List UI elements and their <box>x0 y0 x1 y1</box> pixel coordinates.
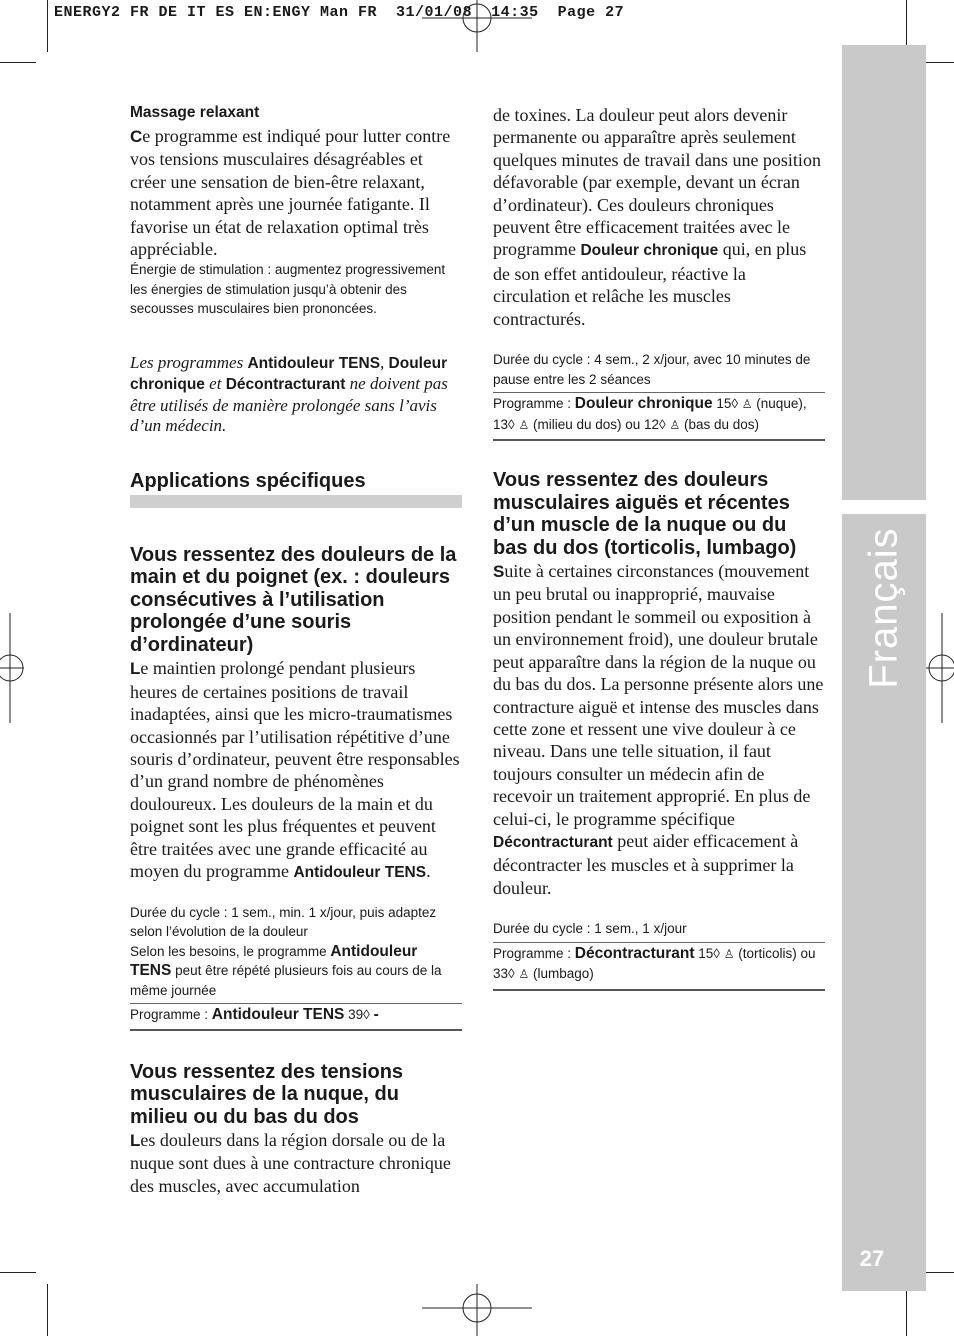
program-number: 15◊ <box>712 396 742 412</box>
dropcap: L <box>130 659 141 679</box>
crop-mark <box>47 0 48 52</box>
program-dash: - <box>373 1006 379 1023</box>
hand-repeat-text: Selon les besoins, le programme <box>130 943 331 959</box>
note-text: Les programmes <box>130 352 248 372</box>
chronic-text: de toxines. La douleur peut alors devenir permanente ou apparaître après seulement quelques minutes de travail dans une position défavorable (par exemple, devant un écran d’ordinateur). Ces douleurs chroniques peuvent être efficacement traitées avec le programme <box>493 105 821 260</box>
crop-mark <box>0 62 36 63</box>
program-name: Décontracturant <box>574 944 695 962</box>
program-label: Programme : <box>493 396 575 412</box>
dropcap: L <box>130 1131 141 1150</box>
acute-body <box>493 560 825 899</box>
acute-text: uite à certaines circonstances (mouvement un peu brutal ou inapproprié, mauvaise position pendant le sommeil ou exposition à un environnement froid), une douleur brutale peut apparaître dans la région de la nuque ou du bas du dos. La personne présente alors une contracture aiguë et intense des muscles dans cette zone et ressent une vive douleur à ce niveau. Dans une telle situation, il faut toujours consulter un médecin afin de recevoir un traitement approprié. En plus de celui-ci, le programme spécifique <box>493 561 824 829</box>
acute-heading: Vous ressentez des douleurs musculaires aiguës et récentes d’un muscle de la nuque ou du bas du dos (torticolis, lumbago) <box>493 469 797 559</box>
hand-program-name: Antidouleur TENS <box>293 864 427 882</box>
chronic-program-box <box>493 392 825 441</box>
body-figure-icon: ♙ <box>518 967 530 982</box>
body-figure-icon: ♙ <box>669 417 681 432</box>
program-number: (nuque), 13◊ <box>493 396 807 432</box>
note-text: , <box>380 352 389 372</box>
program-name: Antidouleur TENS <box>211 1006 345 1023</box>
dropcap: C <box>130 127 143 146</box>
tension-heading: Vous ressentez des tensions musculaires de la nuque, du milieu ou du bas du dos <box>130 1060 404 1128</box>
program-number: (lumbago) <box>529 966 594 982</box>
tension-text: es douleurs dans la région dorsale ou de la nuque sont dues à une contracture chronique des muscles, avec accumulation <box>130 1130 451 1196</box>
page-number: 27 <box>859 1246 885 1271</box>
acute-program-box <box>493 942 825 991</box>
tension-body <box>130 1129 462 1197</box>
crop-mark <box>0 1272 36 1273</box>
program-label: Programme : <box>130 1007 212 1022</box>
chronic-program-line <box>493 394 825 435</box>
program-number: 15◊ <box>694 945 724 961</box>
body-figure-icon: ♙ <box>518 417 530 432</box>
note-program-antidouleur: Antidouleur TENS <box>247 354 381 372</box>
program-name: Douleur chronique <box>574 395 713 413</box>
hand-program-box <box>130 1003 462 1031</box>
registration-mark-right <box>926 613 954 723</box>
language-sidebar <box>842 45 926 1291</box>
registration-mark-left <box>0 613 24 723</box>
body-figure-icon: ♙ <box>741 397 753 412</box>
acute-duration: Durée du cycle : 1 sem., 1 x/jour <box>493 921 687 937</box>
program-number: (bas du dos) <box>680 416 760 432</box>
chronic-body <box>493 104 825 330</box>
program-number: 39◊ <box>344 1007 374 1022</box>
section-heading-applications: Applications spécifiques <box>130 469 462 508</box>
chronic-text: qui, en plus de son effet antidouleur, réactive la circulation et relâche les muscles contracturés. <box>493 239 807 329</box>
acute-program-name: Décontracturant <box>493 833 613 851</box>
print-header: ENERGY2 FR DE IT ES EN:ENGY Man FR 31/01/08 14:35 Page 27 <box>54 4 625 21</box>
language-label: Français <box>861 527 906 689</box>
registration-mark-top <box>422 0 532 52</box>
program-number: (milieu du dos) ou 12◊ <box>529 416 670 432</box>
hand-repeat-text: peut être répété plusieurs fois au cours de la même journée <box>130 963 442 998</box>
warning-note <box>130 353 462 437</box>
massage-text: e programme est indiqué pour lutter contre vos tensions musculaires désagréables et créer une sensation de bien-être relaxant, notamment après une journée fatigante. Il favorise un état de relaxation optimal très appréciable. <box>130 126 451 260</box>
dropcap: S <box>493 562 505 582</box>
massage-body <box>130 125 462 260</box>
note-program-decontracturant: Décontracturant <box>225 376 346 394</box>
program-label: Programme : <box>493 945 575 961</box>
hand-text-end: . <box>426 861 431 882</box>
hand-heading: Vous ressentez des douleurs de la main et du poignet (ex. : douleurs consécutives à l’utilisation prolongée d’une souris d’ordinateur) <box>130 543 457 656</box>
registration-mark-bottom <box>422 1284 532 1336</box>
note-program-douleur: Douleur chronique <box>130 354 448 394</box>
body-figure-icon: ♙ <box>723 946 735 961</box>
chronic-duration: Durée du cycle : 4 sem., 2 x/jour, avec 10 minutes de pause entre les 2 séances <box>493 352 811 387</box>
left-column <box>130 104 462 1197</box>
note-text: ne doivent pas être utilisés de manière prolongée sans l’avis d’un médecin. <box>130 374 448 436</box>
hand-program-line <box>130 1005 462 1025</box>
acute-program-line <box>493 944 825 985</box>
hand-text: e maintien prolongé pendant plusieurs heures de certaines positions de travail inadaptées, ainsi que les micro-traumatismes occasionnés par l’utilisation répétitive d’une souris d’ordinateur, peuvent être responsables d’un grand nombre de phénomènes douloureux. Les douleurs de la main et du poignet sont les plus fréquentes et peuvent être traitées avec une grande efficacité au moyen du programme <box>130 658 460 882</box>
acute-text: peut aider efficacement à décontracter les muscles et à supprimer la douleur. <box>493 830 799 898</box>
hand-repeat-program: Antidouleur TENS <box>130 942 418 979</box>
massage-energy-text: Énergie de stimulation : augmentez progressivement les énergies de stimulation jusqu’à obtenir des secousses musculaires bien prononcées. <box>130 262 446 317</box>
hand-repeat-note <box>130 942 462 1001</box>
massage-title: Massage relaxant <box>130 104 260 121</box>
right-column <box>493 104 825 991</box>
crop-mark <box>906 1284 907 1336</box>
hand-duration: Durée du cycle : 1 sem., min. 1 x/jour, puis adaptez selon l’évolution de la douleur <box>130 904 437 939</box>
hand-body <box>130 657 462 884</box>
note-text: et <box>204 374 226 394</box>
program-number: (torticolis) ou 33◊ <box>493 945 816 982</box>
sidebar-divider <box>842 500 926 514</box>
chronic-program-name: Douleur chronique <box>580 242 719 260</box>
crop-mark <box>47 1284 48 1336</box>
